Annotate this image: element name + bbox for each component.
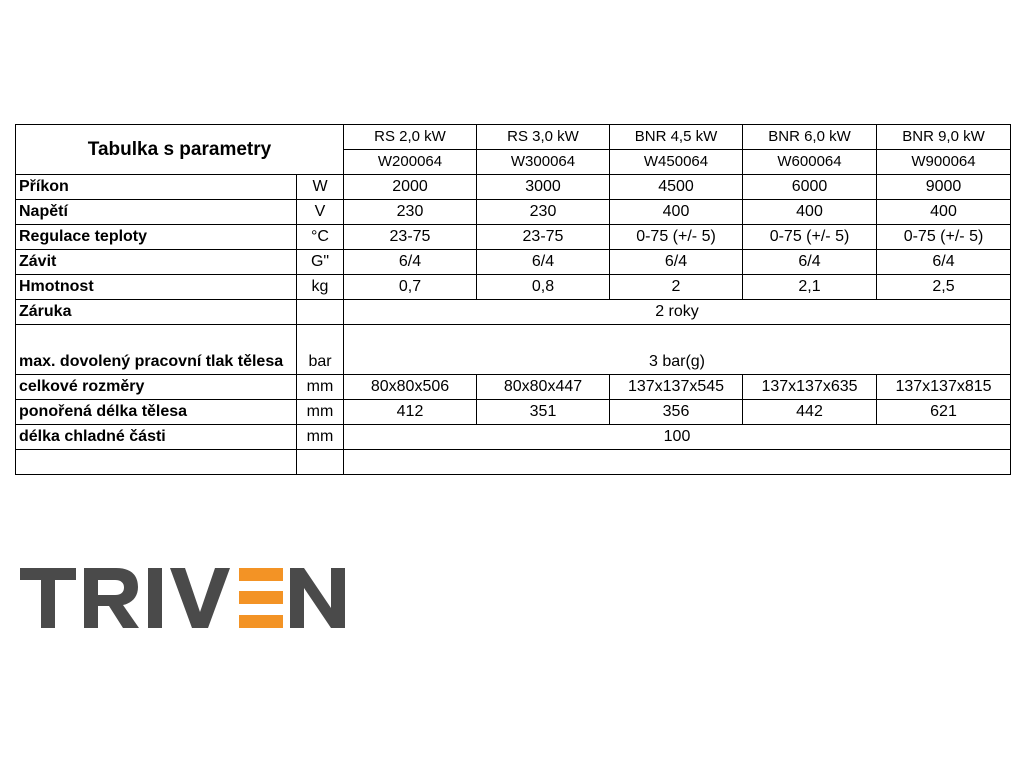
model-name: BNR 9,0 kW: [877, 125, 1011, 150]
table-row: [16, 375, 1011, 400]
row-label: max. dovolený pracovní tlak tělesa: [16, 325, 297, 375]
cell-value: 6/4: [344, 250, 477, 275]
cell-value: 0,8: [477, 275, 610, 300]
model-code: W900064: [877, 150, 1011, 175]
parameters-table: [15, 124, 1011, 475]
cell-value: 80x80x506: [344, 375, 477, 400]
table-row: [16, 250, 1011, 275]
cell-value: 2,5: [877, 275, 1011, 300]
cell-value: 6000: [743, 175, 877, 200]
cell-value: 4500: [610, 175, 743, 200]
cell-value: 137x137x635: [743, 375, 877, 400]
model-name: RS 3,0 kW: [477, 125, 610, 150]
row-label: Regulace teploty: [16, 225, 297, 250]
row-unit: mm: [297, 425, 344, 450]
cell-value: 6/4: [877, 250, 1011, 275]
row-label: ponořená délka tělesa: [16, 400, 297, 425]
warranty-value: 2 roky: [344, 300, 1011, 325]
table-row-cold-length: [16, 425, 1011, 450]
cell-value: 351: [477, 400, 610, 425]
empty-cell: [344, 450, 1011, 475]
table-row: [16, 175, 1011, 200]
empty-cell: [297, 450, 344, 475]
cell-value: 3000: [477, 175, 610, 200]
row-label: Hmotnost: [16, 275, 297, 300]
model-code: W450064: [610, 150, 743, 175]
cell-value: 400: [610, 200, 743, 225]
cell-value: 0-75 (+/- 5): [877, 225, 1011, 250]
row-unit: mm: [297, 375, 344, 400]
row-label: délka chladné části: [16, 425, 297, 450]
row-label: Závit: [16, 250, 297, 275]
triven-logo: [18, 566, 348, 630]
cell-value: 0,7: [344, 275, 477, 300]
cell-value: 2000: [344, 175, 477, 200]
cell-value: 412: [344, 400, 477, 425]
table-row: [16, 400, 1011, 425]
cell-value: 442: [743, 400, 877, 425]
model-code: W200064: [344, 150, 477, 175]
cell-value: 400: [877, 200, 1011, 225]
row-unit: W: [297, 175, 344, 200]
cell-value: 6/4: [743, 250, 877, 275]
model-name: BNR 4,5 kW: [610, 125, 743, 150]
cell-value: 137x137x815: [877, 375, 1011, 400]
cell-value: 80x80x447: [477, 375, 610, 400]
cell-value: 0-75 (+/- 5): [743, 225, 877, 250]
table-row: [16, 275, 1011, 300]
cell-value: 400: [743, 200, 877, 225]
empty-cell: [16, 450, 297, 475]
model-code: W300064: [477, 150, 610, 175]
cell-value: 356: [610, 400, 743, 425]
pressure-value: 3 bar(g): [344, 325, 1011, 375]
row-unit: bar: [297, 325, 344, 375]
row-label: celkové rozměry: [16, 375, 297, 400]
row-unit: °C: [297, 225, 344, 250]
cell-value: 23-75: [477, 225, 610, 250]
row-unit: kg: [297, 275, 344, 300]
row-label: Příkon: [16, 175, 297, 200]
cell-value: 137x137x545: [610, 375, 743, 400]
cell-value: 621: [877, 400, 1011, 425]
row-unit: mm: [297, 400, 344, 425]
table-row-empty: [16, 450, 1011, 475]
cell-value: 6/4: [610, 250, 743, 275]
table-row: [16, 225, 1011, 250]
row-unit: [297, 300, 344, 325]
table-row: [16, 200, 1011, 225]
cell-value: 2,1: [743, 275, 877, 300]
logo-letters: [20, 568, 345, 628]
model-code: W600064: [743, 150, 877, 175]
row-label: Napětí: [16, 200, 297, 225]
model-name: BNR 6,0 kW: [743, 125, 877, 150]
cell-value: 0-75 (+/- 5): [610, 225, 743, 250]
row-unit: G": [297, 250, 344, 275]
table-row-pressure: [16, 325, 1011, 375]
logo-e-bars: [239, 568, 283, 628]
cell-value: 23-75: [344, 225, 477, 250]
cell-value: 6/4: [477, 250, 610, 275]
row-unit: V: [297, 200, 344, 225]
table-title: Tabulka s parametry: [16, 125, 344, 175]
cell-value: 9000: [877, 175, 1011, 200]
row-label: Záruka: [16, 300, 297, 325]
cell-value: 230: [477, 200, 610, 225]
cold-length-value: 100: [344, 425, 1011, 450]
cell-value: 2: [610, 275, 743, 300]
model-name: RS 2,0 kW: [344, 125, 477, 150]
table-row-warranty: [16, 300, 1011, 325]
cell-value: 230: [344, 200, 477, 225]
